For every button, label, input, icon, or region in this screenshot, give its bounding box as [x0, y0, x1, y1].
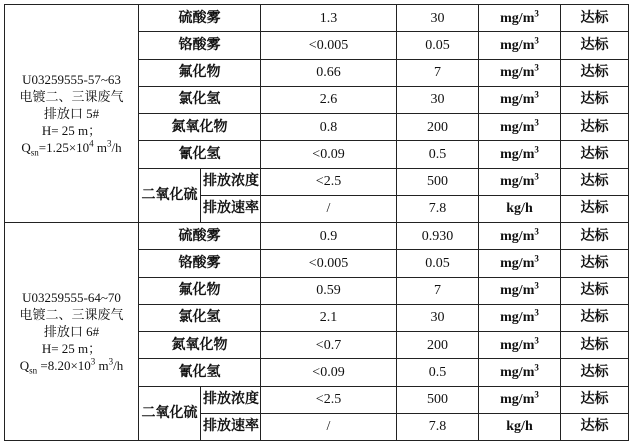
pollutant-name: 氟化物	[139, 59, 261, 86]
unit-cell	[479, 195, 561, 222]
measured-value: <0.09	[261, 359, 397, 386]
unit-exponent: 3	[534, 144, 539, 155]
unit-cell	[479, 223, 561, 250]
flow-rate	[7, 357, 136, 374]
measured-value: /	[261, 413, 397, 440]
measured-value: <2.5	[261, 386, 397, 413]
outlet-label: 排放口 5#	[43, 106, 100, 121]
pollutant-name: 氰化氢	[139, 359, 261, 386]
unit-base: mg/m	[500, 92, 535, 108]
compliance-result: 达标	[561, 250, 629, 277]
compliance-result: 达标	[561, 195, 629, 222]
unit-exponent: 3	[534, 35, 539, 46]
stack-height: H= 25 m；	[41, 341, 102, 356]
limit-value: 0.05	[397, 32, 479, 59]
source-name: 电镀二、三课废气	[19, 89, 124, 104]
unit-base: kg/h	[506, 201, 533, 217]
unit-cell	[479, 332, 561, 359]
unit-cell	[479, 359, 561, 386]
limit-value: 30	[397, 5, 479, 32]
compliance-result: 达标	[561, 359, 629, 386]
limit-value: 7.8	[397, 195, 479, 222]
emission-monitoring-table	[4, 4, 629, 441]
pollutant-name: 硫酸雾	[139, 223, 261, 250]
measured-value: 0.8	[261, 114, 397, 141]
unit-base: mg/m	[500, 310, 535, 326]
unit-base: mg/m	[500, 10, 535, 26]
unit-exponent: 3	[534, 225, 539, 236]
compliance-result: 达标	[561, 304, 629, 331]
pollutant-name: 氰化氢	[139, 141, 261, 168]
measured-value: <0.7	[261, 332, 397, 359]
unit-exponent: 3	[534, 362, 539, 373]
unit-exponent: 3	[534, 280, 539, 291]
unit-base: mg/m	[500, 228, 535, 244]
so2-item: 排放浓度	[201, 386, 261, 413]
unit-exponent: 3	[534, 116, 539, 127]
flow-unit-exponent: 3	[108, 356, 114, 367]
compliance-result: 达标	[561, 277, 629, 304]
measured-value: 1.3	[261, 5, 397, 32]
unit-exponent: 3	[534, 89, 539, 100]
pollutant-name: 铬酸雾	[139, 250, 261, 277]
unit-base: mg/m	[500, 119, 535, 135]
unit-base: mg/m	[500, 364, 535, 380]
pollutant-name: 氮氧化物	[139, 332, 261, 359]
compliance-result: 达标	[561, 413, 629, 440]
compliance-result: 达标	[561, 332, 629, 359]
measured-value: 0.9	[261, 223, 397, 250]
limit-value: 200	[397, 114, 479, 141]
unit-cell	[479, 250, 561, 277]
unit-cell	[479, 32, 561, 59]
source-code: U03259555-57~63	[22, 72, 121, 87]
unit-cell	[479, 168, 561, 195]
so2-item: 排放速率	[201, 413, 261, 440]
limit-value: 7	[397, 277, 479, 304]
emission-monitoring-table-sheet	[4, 4, 628, 441]
unit-exponent: 3	[534, 307, 539, 318]
limit-value: 500	[397, 386, 479, 413]
unit-base: mg/m	[500, 174, 535, 190]
unit-cell	[479, 141, 561, 168]
compliance-result: 达标	[561, 5, 629, 32]
measured-value: /	[261, 195, 397, 222]
unit-base: mg/m	[500, 146, 535, 162]
pollutant-name: 氯化氢	[139, 304, 261, 331]
unit-base: mg/m	[500, 255, 535, 271]
measured-value: <0.09	[261, 141, 397, 168]
measured-value: 2.6	[261, 86, 397, 113]
pollutant-name: 氮氧化物	[139, 114, 261, 141]
flow-exponent: 4	[89, 138, 94, 149]
unit-cell	[479, 277, 561, 304]
flow-unit: m	[93, 140, 108, 155]
unit-exponent: 3	[534, 171, 539, 182]
compliance-result: 达标	[561, 32, 629, 59]
pollutant-name: 氟化物	[139, 277, 261, 304]
flow-symbol: Q	[21, 140, 31, 155]
pollutant-name: 铬酸雾	[139, 32, 261, 59]
limit-value: 0.930	[397, 223, 479, 250]
unit-cell	[479, 5, 561, 32]
compliance-result: 达标	[561, 114, 629, 141]
unit-cell	[479, 386, 561, 413]
compliance-result: 达标	[561, 168, 629, 195]
so2-item: 排放速率	[201, 195, 261, 222]
unit-exponent: 3	[534, 62, 539, 73]
stack-height: H= 25 m；	[41, 123, 102, 138]
unit-base: mg/m	[500, 37, 535, 53]
pollutant-name-so2: 二氧化硫	[139, 168, 201, 223]
compliance-result: 达标	[561, 86, 629, 113]
source-name: 电镀二、三课废气	[19, 307, 124, 322]
compliance-result: 达标	[561, 141, 629, 168]
emission-source-cell	[5, 223, 139, 441]
flow-subscript: sn	[30, 147, 39, 158]
unit-cell	[479, 413, 561, 440]
outlet-label: 排放口 6#	[43, 324, 100, 339]
compliance-result: 达标	[561, 386, 629, 413]
limit-value: 7.8	[397, 413, 479, 440]
flow-symbol: Q	[19, 358, 30, 373]
compliance-result: 达标	[561, 59, 629, 86]
unit-base: mg/m	[500, 283, 535, 299]
flow-value: =1.25×10	[38, 140, 90, 155]
measured-value: 2.1	[261, 304, 397, 331]
flow-unit-tail: /h	[113, 358, 124, 373]
limit-value: 500	[397, 168, 479, 195]
unit-exponent: 3	[534, 7, 539, 18]
flow-subscript: sn	[29, 365, 38, 376]
limit-value: 0.05	[397, 250, 479, 277]
unit-base: kg/h	[506, 419, 533, 435]
flow-rate	[7, 139, 136, 156]
limit-value: 200	[397, 332, 479, 359]
flow-unit-tail: /h	[111, 140, 122, 155]
limit-value: 30	[397, 86, 479, 113]
emission-source-cell	[5, 5, 139, 223]
pollutant-name: 氯化氢	[139, 86, 261, 113]
unit-cell	[479, 59, 561, 86]
flow-unit-exponent: 3	[107, 138, 112, 149]
limit-value: 0.5	[397, 359, 479, 386]
measured-value: <0.005	[261, 32, 397, 59]
flow-unit: m	[95, 358, 109, 373]
unit-base: mg/m	[500, 337, 535, 353]
pollutant-name: 硫酸雾	[139, 5, 261, 32]
measured-value: 0.59	[261, 277, 397, 304]
limit-value: 7	[397, 59, 479, 86]
measured-value: <0.005	[261, 250, 397, 277]
unit-exponent: 3	[534, 389, 539, 400]
limit-value: 30	[397, 304, 479, 331]
flow-value: =8.20×10	[37, 358, 91, 373]
unit-exponent: 3	[534, 253, 539, 264]
flow-exponent: 3	[90, 356, 96, 367]
unit-cell	[479, 304, 561, 331]
limit-value: 0.5	[397, 141, 479, 168]
pollutant-name-so2: 二氧化硫	[139, 386, 201, 441]
unit-cell	[479, 114, 561, 141]
unit-base: mg/m	[500, 65, 535, 81]
table-row	[5, 223, 629, 250]
compliance-result: 达标	[561, 223, 629, 250]
measured-value: 0.66	[261, 59, 397, 86]
source-code: U03259555-64~70	[22, 290, 121, 305]
table-row	[5, 5, 629, 32]
unit-base: mg/m	[500, 392, 535, 408]
unit-cell	[479, 86, 561, 113]
measured-value: <2.5	[261, 168, 397, 195]
so2-item: 排放浓度	[201, 168, 261, 195]
unit-exponent: 3	[534, 334, 539, 345]
